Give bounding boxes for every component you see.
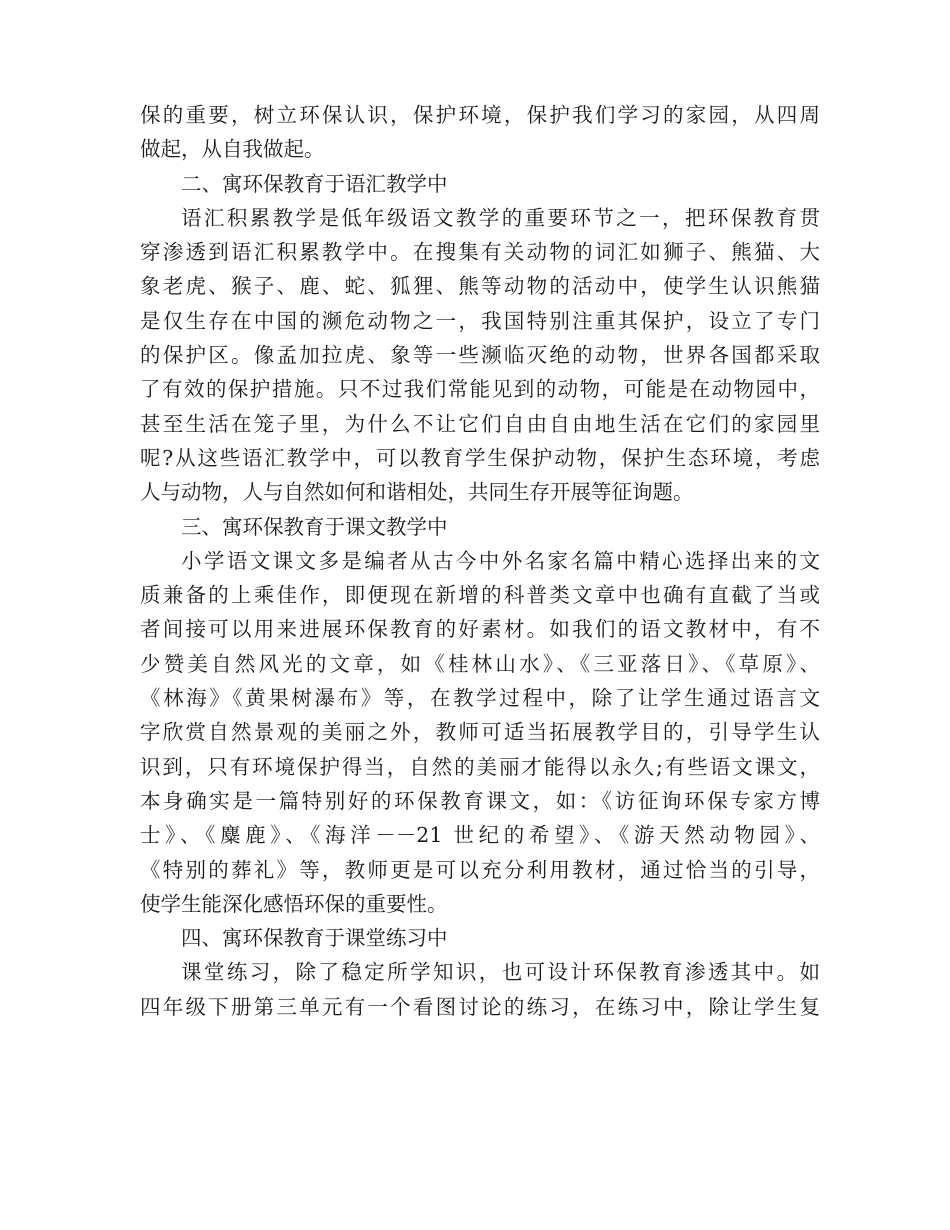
paragraph-line: 穿渗透到语汇积累教学中。在搜集有关动物的词汇如狮子、熊猫、大 [140, 240, 820, 265]
paragraph-first-line: 课堂练习，除了稳定所学知识，也可设计环保教育渗透其中。如 [181, 960, 820, 985]
paragraph-line: 了有效的保护措施。只不过我们常能见到的动物，可能是在动物园中， [140, 377, 820, 402]
paragraph-line: 是仅生存在中国的濒危动物之一，我国特别注重其保护，设立了专门 [140, 308, 820, 333]
paragraph-line: 象老虎、猴子、鹿、蛇、狐狸、熊等动物的活动中，使学生认识熊猫 [140, 274, 820, 299]
paragraph-first-line: 小学语文课文多是编者从古今中外名家名篇中精心选择出来的文 [181, 548, 820, 573]
section-heading: 二、寓环保教育于语汇教学中 [181, 171, 448, 196]
paragraph-line: 字欣赏自然景观的美丽之外，教师可适当拓展教学目的，引导学生认 [140, 720, 820, 745]
paragraph-line: 呢?从这些语汇教学中，可以教育学生保护动物，保护生态环境，考虑 [140, 445, 820, 470]
document-text [140, 98, 820, 1024]
paragraph-line: 《特别的葬礼》等，教师更是可以充分利用教材，通过恰当的引导， [140, 857, 820, 882]
paragraph-last-line: 使学生能深化感悟环保的重要性。 [140, 891, 448, 916]
section-heading: 四、寓环保教育于课堂练习中 [181, 926, 448, 951]
paragraph-line: 本身确实是一篇特别好的环保教育课文，如：《访征询环保专家方博 [140, 788, 820, 813]
paragraph-line: 识到，只有环境保护得当，自然的美丽才能得以永久;有些语文课文， [140, 754, 820, 779]
paragraph-line: 质兼备的上乘佳作，即便现在新增的科普类文章中也确有直截了当或 [140, 583, 820, 608]
paragraph-first-line: 语汇积累教学是低年级语文教学的重要环节之一，把环保教育贯 [181, 205, 820, 230]
paragraph-line: 四年级下册第三单元有一个看图讨论的练习，在练习中，除让学生复 [140, 994, 820, 1019]
paragraph-last-line: 做起，从自我做起。 [140, 137, 325, 162]
paragraph-line: 少赞美自然风光的文章，如《桂林山水》、《三亚落日》、《草原》、 [140, 651, 820, 676]
paragraph-line: 保的重要，树立环保认识，保护环境，保护我们学习的家园，从四周 [140, 103, 820, 127]
paragraph-line: 的保护区。像孟加拉虎、象等一些濒临灭绝的动物，世界各国都采取 [140, 343, 820, 368]
paragraph-line: 甚至生活在笼子里，为什么不让它们自由自由地生活在它们的家园里 [140, 411, 820, 436]
paragraph-line: 《林海》《黄果树瀑布》等，在教学过程中，除了让学生通过语言文 [140, 686, 820, 711]
paragraph-line: 者间接可以用来进展环保教育的好素材。如我们的语文教材中，有不 [140, 617, 820, 642]
section-heading: 三、寓环保教育于课文教学中 [181, 514, 448, 539]
paragraph-last-line: 人与动物，人与自然如何和谐相处，共同生存开展等征询题。 [140, 480, 694, 505]
paragraph-line: 士》、《麋鹿》、《海洋－－21 世纪的希望》、《游天然动物园》、 [140, 823, 820, 848]
